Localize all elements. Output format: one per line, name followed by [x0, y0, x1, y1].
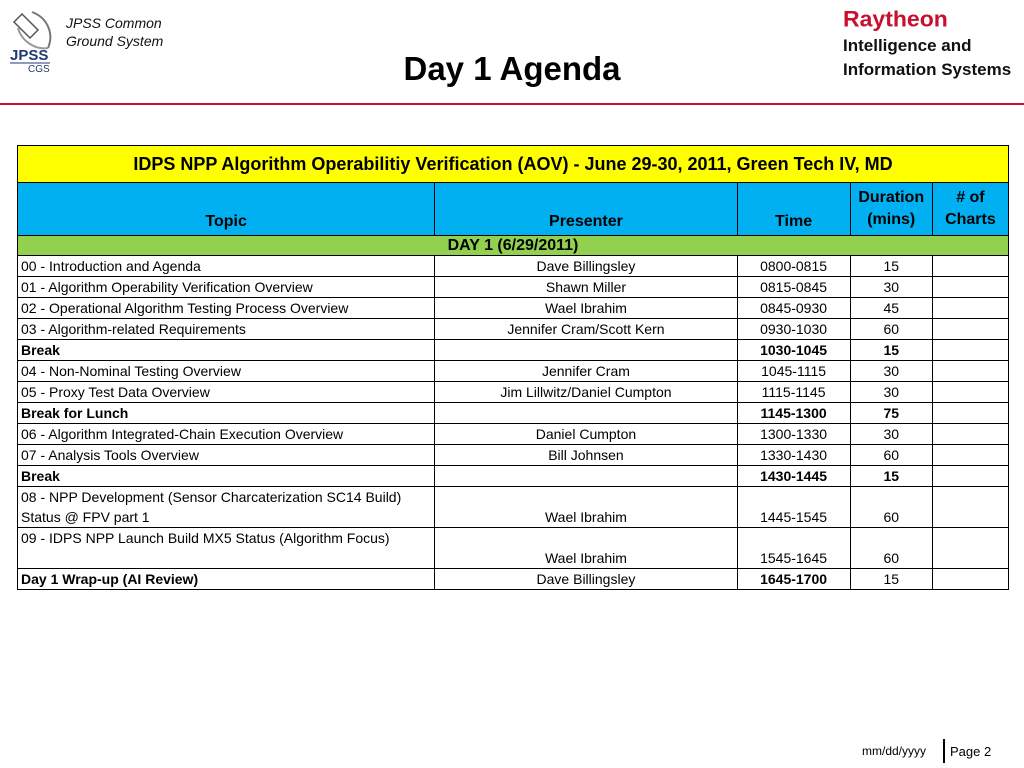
table-row [18, 340, 1009, 361]
charts-cell [932, 466, 1008, 487]
column-header-charts-line2: Charts [945, 211, 996, 228]
duration-cell: 60 [850, 319, 932, 340]
presenter-cell [435, 340, 737, 361]
page-number: Page 2 [950, 744, 992, 759]
charts-cell [932, 340, 1008, 361]
column-header-charts-line1: # of [956, 189, 985, 206]
column-header-presenter: Presenter [435, 183, 737, 236]
brand-line-1: Intelligence and [843, 36, 972, 55]
table-row [18, 361, 1009, 382]
charts-cell [932, 298, 1008, 319]
table-row [18, 298, 1009, 319]
time-cell: 1300-1330 [737, 424, 850, 445]
time-cell: 0845-0930 [737, 298, 850, 319]
duration-cell: 15 [850, 466, 932, 487]
topic-cell: Day 1 Wrap-up (AI Review) [18, 569, 435, 590]
table-row [18, 319, 1009, 340]
topic-cell: 00 - Introduction and Agenda [18, 256, 435, 277]
org-name [66, 14, 163, 50]
charts-cell [932, 403, 1008, 424]
charts-cell [932, 277, 1008, 298]
presenter-cell: Daniel Cumpton [435, 424, 737, 445]
presenter-cell: Wael Ibrahim [435, 298, 737, 319]
topic-cell: 03 - Algorithm-related Requirements [18, 319, 435, 340]
charts-cell [932, 361, 1008, 382]
topic-cell: 04 - Non-Nominal Testing Overview [18, 361, 435, 382]
topic-cell: 07 - Analysis Tools Overview [18, 445, 435, 466]
brand-line-2: Information Systems [843, 60, 1012, 79]
charts-cell [932, 487, 1008, 528]
time-cell: 1145-1300 [737, 403, 850, 424]
charts-cell [932, 569, 1008, 590]
duration-cell: 60 [850, 445, 932, 466]
charts-cell [932, 319, 1008, 340]
brand-name: Raytheon [843, 6, 948, 32]
charts-cell [932, 424, 1008, 445]
duration-cell: 15 [850, 340, 932, 361]
topic-cell: 01 - Algorithm Operability Verification Overview [18, 277, 435, 298]
charts-cell [932, 382, 1008, 403]
time-cell: 1030-1045 [737, 340, 850, 361]
time-cell: 1545-1645 [737, 528, 850, 569]
duration-cell: 60 [850, 528, 932, 569]
time-cell: 1330-1430 [737, 445, 850, 466]
day-label-row [18, 236, 1009, 256]
duration-cell: 75 [850, 403, 932, 424]
org-line-1: JPSS Common [66, 15, 162, 31]
presenter-cell: Dave Billingsley [435, 256, 737, 277]
column-header-topic: Topic [18, 183, 435, 236]
presenter-cell [435, 403, 737, 424]
duration-cell: 15 [850, 569, 932, 590]
duration-cell: 30 [850, 277, 932, 298]
topic-cell: Break for Lunch [18, 403, 435, 424]
column-header-duration [850, 183, 932, 236]
presenter-cell: Bill Johnsen [435, 445, 737, 466]
table-row [18, 403, 1009, 424]
topic-cell: Break [18, 466, 435, 487]
column-header-time: Time [737, 183, 850, 236]
table-row [18, 382, 1009, 403]
table-row [18, 445, 1009, 466]
table-banner-row [18, 146, 1009, 183]
presenter-cell: Shawn Miller [435, 277, 737, 298]
table-row [18, 256, 1009, 277]
footer-divider [943, 739, 945, 763]
footer-date: mm/dd/yyyy [862, 744, 927, 758]
duration-cell: 30 [850, 424, 932, 445]
time-cell: 1445-1545 [737, 487, 850, 528]
raytheon-logo [843, 6, 1011, 81]
topic-cell: 08 - NPP Development (Sensor Charcaterization SC14 Build) Status @ FPV part 1 [18, 487, 435, 528]
org-line-2: Ground System [66, 33, 164, 49]
duration-cell: 45 [850, 298, 932, 319]
presenter-cell: Jennifer Cram [435, 361, 737, 382]
logo-subtext: CGS [28, 64, 50, 74]
time-cell: 1115-1145 [737, 382, 850, 403]
column-header-duration-line1: Duration [858, 189, 925, 206]
duration-cell: 15 [850, 256, 932, 277]
presenter-cell [435, 466, 737, 487]
duration-cell: 30 [850, 382, 932, 403]
time-cell: 1645-1700 [737, 569, 850, 590]
table-row [18, 487, 1009, 528]
time-cell: 0800-0815 [737, 256, 850, 277]
duration-cell: 30 [850, 361, 932, 382]
topic-cell: 02 - Operational Algorithm Testing Process Overview [18, 298, 435, 319]
page-title: Day 1 Agenda [403, 50, 621, 87]
presenter-cell: Wael Ibrahim [435, 487, 737, 528]
day-label: DAY 1 (6/29/2011) [18, 236, 1009, 256]
topic-cell: 09 - IDPS NPP Launch Build MX5 Status (Algorithm Focus) [18, 528, 435, 569]
table-row [18, 466, 1009, 487]
presenter-cell: Dave Billingsley [435, 569, 737, 590]
table-header-row [18, 183, 1009, 236]
table-row [18, 569, 1009, 590]
topic-cell: 06 - Algorithm Integrated-Chain Execution Overview [18, 424, 435, 445]
presenter-cell: Jim Lillwitz/Daniel Cumpton [435, 382, 737, 403]
table-banner: IDPS NPP Algorithm Operabilitiy Verification (AOV) - June 29-30, 2011, Green Tech IV, MD [18, 146, 1009, 183]
topic-cell: 05 - Proxy Test Data Overview [18, 382, 435, 403]
header-divider [0, 103, 1024, 105]
duration-cell: 60 [850, 487, 932, 528]
table-row [18, 528, 1009, 569]
column-header-charts [932, 183, 1008, 236]
column-header-duration-line2: (mins) [867, 211, 916, 228]
table-row [18, 277, 1009, 298]
logo-text: JPSS [10, 47, 49, 64]
charts-cell [932, 528, 1008, 569]
presenter-cell: Jennifer Cram/Scott Kern [435, 319, 737, 340]
charts-cell [932, 445, 1008, 466]
topic-cell: Break [18, 340, 435, 361]
presenter-cell: Wael Ibrahim [435, 528, 737, 569]
time-cell: 1045-1115 [737, 361, 850, 382]
time-cell: 0815-0845 [737, 277, 850, 298]
time-cell: 0930-1030 [737, 319, 850, 340]
agenda-table [17, 145, 1009, 590]
charts-cell [932, 256, 1008, 277]
table-row [18, 424, 1009, 445]
time-cell: 1430-1445 [737, 466, 850, 487]
